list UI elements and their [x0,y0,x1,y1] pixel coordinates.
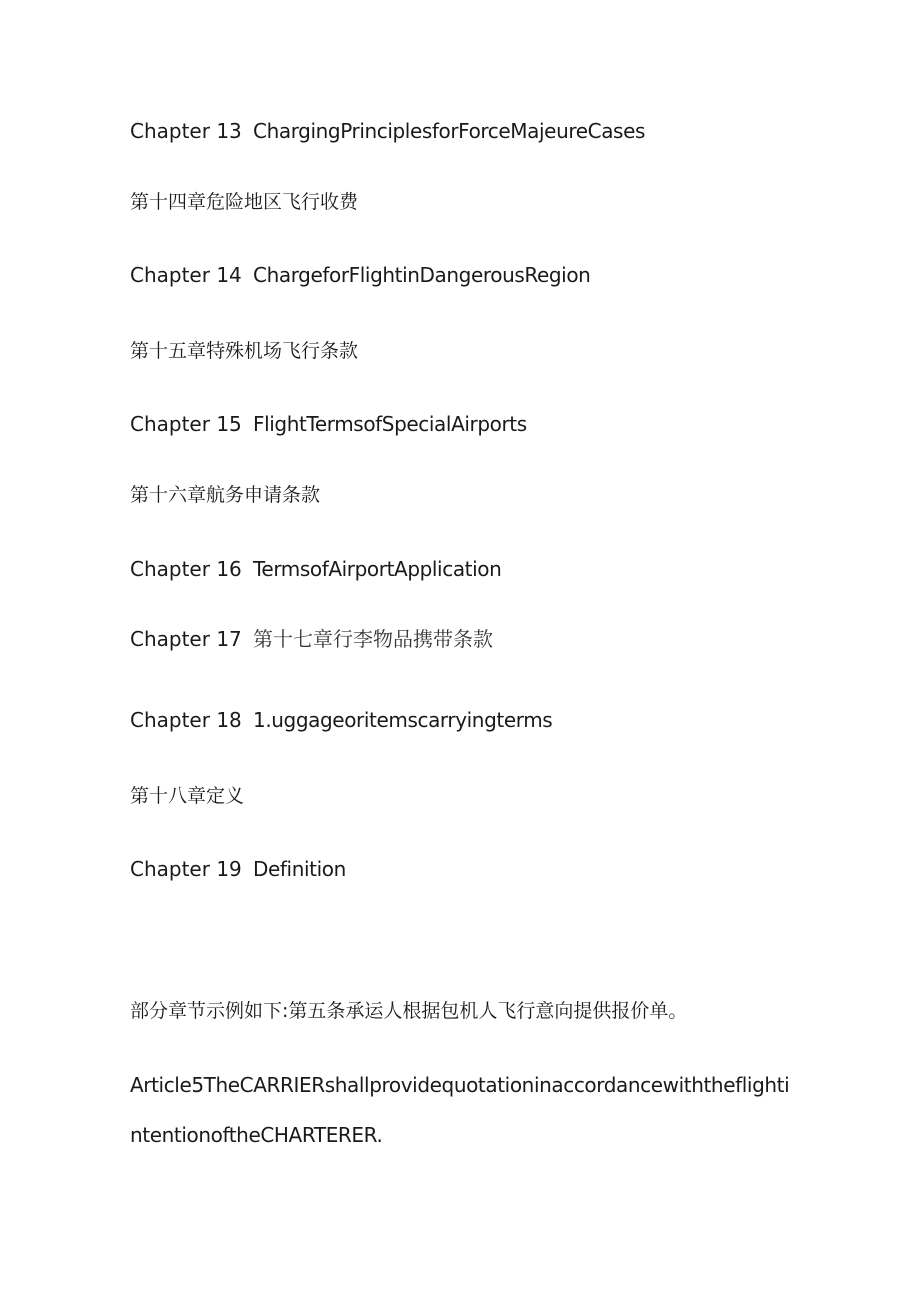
chapter-18-line [130,707,552,733]
chapter-15-zh-heading: 第十五章特殊机场飞行条款 [130,340,359,362]
chapter-number: Chapter 19 [130,857,242,881]
chapter-title: FlightTermsofSpecialAirports [253,412,527,436]
chapter-number: Chapter 17 [130,627,242,651]
chapter-title: ChargingPrinciplesforForceMajeureCases [253,119,645,143]
chapter-16-zh-heading: 第十六章航务申请条款 [130,484,321,506]
chapter-15-line [130,411,527,437]
chapter-17-line [130,626,493,652]
chapter-19-line [130,856,346,882]
chapter-14-line [130,262,590,288]
chapter-16-line [130,556,501,582]
chapter-number: Chapter 14 [130,263,242,287]
article-5-text: Article5TheCARRIERshallprovidequotationinaccordancewiththeflightintentionoftheCHARTERER. [130,1073,790,1147]
chapter-number: Chapter 18 [130,708,242,732]
chapter-number: Chapter 13 [130,119,242,143]
chapter-title: Definition [253,857,346,881]
chapter-title: ChargeforFlightinDangerousRegion [253,263,591,287]
chapter-13-line [130,118,645,144]
chapter-number: Chapter 16 [130,557,242,581]
chapter-number: Chapter 15 [130,412,242,436]
chapter-title: 第十七章行李物品携带条款 [253,627,493,651]
example-intro: 部分章节示例如下:第五条承运人根据包机人飞行意向提供报价单。 [130,1000,688,1022]
chapter-title: TermsofAirportApplication [253,557,502,581]
chapter-14-zh-heading: 第十四章危险地区飞行收费 [130,191,359,213]
chapter-title: 1.uggageoritemscarryingterms [253,708,553,732]
chapter-19-zh-heading: 第十八章定义 [130,785,245,807]
